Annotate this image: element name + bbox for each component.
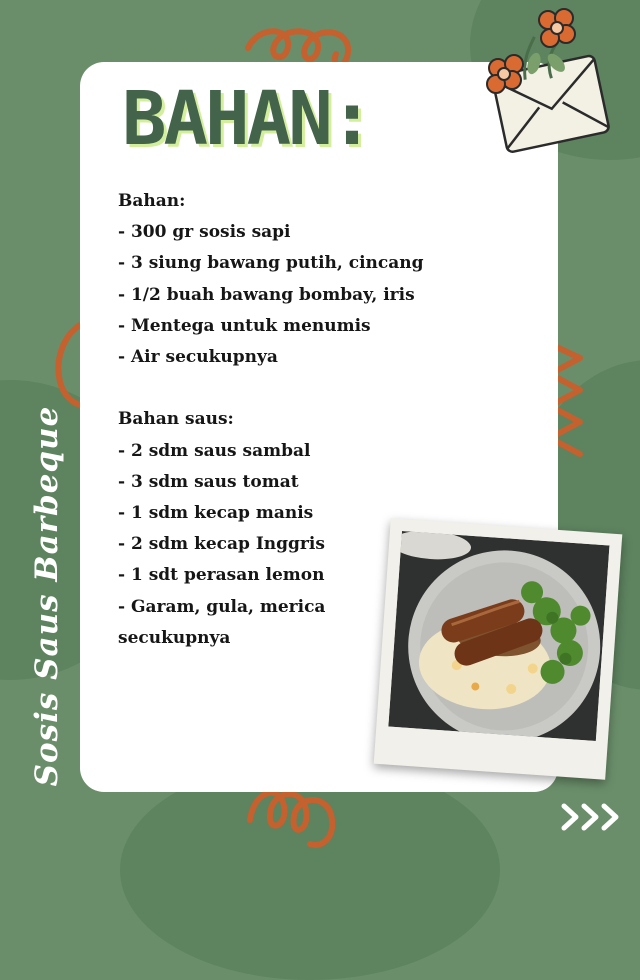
sauce-item: - 1 sdm kecap manis — [118, 503, 314, 524]
ingredient-item: - 3 siung bawang putih, cincang — [118, 253, 424, 274]
sausage-dish-image — [388, 531, 609, 741]
main-ingredients-title: Bahan: — [118, 191, 186, 211]
section-spacer — [118, 373, 458, 404]
sauce-item: - Garam, gula, merica — [118, 596, 326, 617]
envelope-with-flowers-icon — [470, 6, 620, 161]
sauce-item: - 3 sdm saus tomat — [118, 471, 299, 492]
ingredient-item: - 300 gr sosis sapi — [118, 222, 291, 243]
dish-photo — [374, 518, 623, 780]
ingredient-item: - 1/2 buah bawang bombay, iris — [118, 284, 415, 305]
ingredient-item: - Mentega untuk menumis — [118, 315, 371, 336]
page-heading: BAHAN: — [122, 76, 372, 162]
ingredient-item: - Air secukupnya — [118, 347, 278, 368]
sauce-item: - 1 sdt perasan lemon — [118, 565, 325, 586]
sauce-item: - 2 sdm kecap Inggris — [118, 534, 325, 555]
flower-orange-1 — [487, 55, 523, 93]
sauce-item: secukupnya — [118, 627, 231, 648]
sauce-ingredients-title: Bahan saus: — [118, 409, 234, 430]
sauce-item: - 2 sdm saus sambal — [118, 440, 311, 461]
triple-chevron-right-icon[interactable] — [560, 800, 626, 834]
recipe-title-vertical: Sosis Saus Barbeque — [29, 405, 65, 787]
